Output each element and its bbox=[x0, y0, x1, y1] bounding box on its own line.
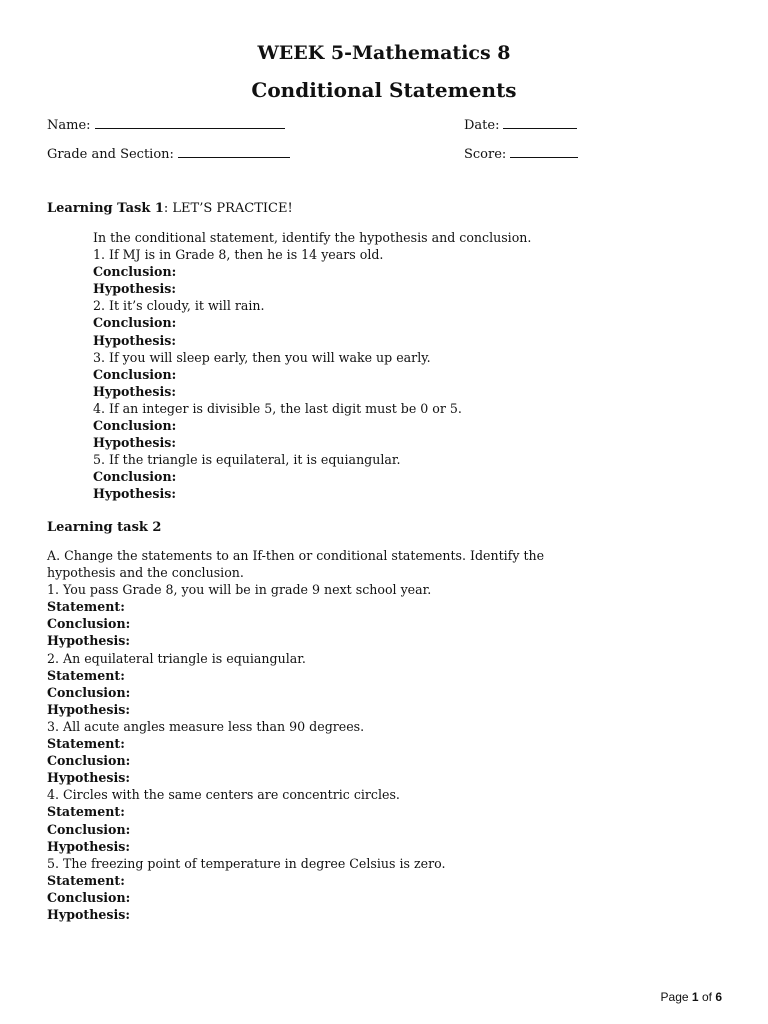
task1-hypothesis-label: Hypothesis: bbox=[93, 486, 177, 502]
task2-instruction-line2: hypothesis and the conclusion. bbox=[47, 565, 244, 581]
task2-item-4: 4. Circles with the same centers are concentric circles. bbox=[47, 787, 400, 803]
task2-hypothesis-label: Hypothesis: bbox=[47, 906, 131, 922]
page-number bbox=[661, 990, 722, 1004]
task1-item-5: 5. If the triangle is equilateral, it is equiangular. bbox=[93, 452, 401, 468]
task2-block bbox=[47, 547, 544, 923]
task1-hypothesis-label: Hypothesis: bbox=[93, 332, 177, 348]
task2-statement-label: Statement: bbox=[47, 599, 125, 615]
task2-statement-label: Statement: bbox=[47, 872, 125, 888]
task1-conclusion-label: Conclusion: bbox=[93, 366, 177, 382]
date-label: Date: bbox=[464, 118, 500, 133]
score-blank[interactable] bbox=[510, 145, 578, 158]
task2-hypothesis-label: Hypothesis: bbox=[47, 838, 131, 854]
date-field bbox=[464, 116, 577, 134]
task1-item-1: 1. If MJ is in Grade 8, then he is 14 years old. bbox=[93, 247, 384, 263]
task2-conclusion-label: Conclusion: bbox=[47, 821, 131, 837]
document-subtitle: Conditional Statements bbox=[251, 78, 517, 102]
task1-hypothesis-label: Hypothesis: bbox=[93, 281, 177, 297]
task1-conclusion-label: Conclusion: bbox=[93, 469, 177, 485]
task1-heading bbox=[47, 201, 293, 216]
task2-hypothesis-label: Hypothesis: bbox=[47, 770, 131, 786]
grade-section-blank[interactable] bbox=[178, 145, 290, 158]
of-word: of bbox=[701, 990, 712, 1004]
task2-statement-label: Statement: bbox=[47, 667, 125, 683]
task2-item-1: 1. You pass Grade 8, you will be in grade 9 next school year. bbox=[47, 582, 432, 598]
task2-conclusion-label: Conclusion: bbox=[47, 889, 131, 905]
task1-conclusion-label: Conclusion: bbox=[93, 264, 177, 280]
task2-item-2: 2. An equilateral triangle is equiangular. bbox=[47, 650, 306, 666]
task2-conclusion-label: Conclusion: bbox=[47, 753, 131, 769]
task1-heading-rest: : LET’S PRACTICE! bbox=[163, 201, 293, 216]
score-field bbox=[464, 145, 578, 163]
task2-hypothesis-label: Hypothesis: bbox=[47, 701, 131, 717]
task1-heading-bold: Learning Task 1 bbox=[47, 201, 164, 216]
name-blank[interactable] bbox=[95, 116, 285, 129]
task2-heading bbox=[47, 520, 161, 535]
page-word: Page bbox=[660, 990, 689, 1004]
task2-instruction-line1: A. Change the statements to an If-then or conditional statements. Identify the bbox=[47, 548, 545, 563]
task1-block bbox=[93, 229, 531, 503]
task2-statement-label: Statement: bbox=[47, 804, 125, 820]
task2-hypothesis-label: Hypothesis: bbox=[47, 633, 131, 649]
page-total: 6 bbox=[715, 990, 722, 1004]
grade-section-label: Grade and Section: bbox=[47, 147, 174, 162]
task2-conclusion-label: Conclusion: bbox=[47, 684, 131, 700]
task1-hypothesis-label: Hypothesis: bbox=[93, 435, 177, 451]
name-field bbox=[47, 116, 285, 134]
task2-statement-label: Statement: bbox=[47, 736, 125, 752]
task1-conclusion-label: Conclusion: bbox=[93, 418, 177, 434]
task1-conclusion-label: Conclusion: bbox=[93, 315, 177, 331]
grade-section-field bbox=[47, 145, 290, 163]
date-blank[interactable] bbox=[503, 116, 577, 129]
task2-item-5: 5. The freezing point of temperature in degree Celsius is zero. bbox=[47, 855, 446, 871]
document-title: WEEK 5-Mathematics 8 bbox=[257, 42, 511, 64]
name-label: Name: bbox=[47, 118, 91, 133]
task1-hypothesis-label: Hypothesis: bbox=[93, 383, 177, 399]
task1-instruction: In the conditional statement, identify the hypothesis and conclusion. bbox=[93, 230, 532, 245]
score-label: Score: bbox=[464, 147, 507, 162]
task2-conclusion-label: Conclusion: bbox=[47, 616, 131, 632]
task1-item-4: 4. If an integer is divisible 5, the last digit must be 0 or 5. bbox=[93, 400, 462, 416]
task2-heading-text: Learning task 2 bbox=[47, 520, 162, 535]
task2-item-3: 3. All acute angles measure less than 90 degrees. bbox=[47, 718, 365, 734]
page-current: 1 bbox=[691, 990, 699, 1004]
task1-item-2: 2. It it’s cloudy, it will rain. bbox=[93, 298, 265, 314]
task1-item-3: 3. If you will sleep early, then you will wake up early. bbox=[93, 349, 431, 365]
